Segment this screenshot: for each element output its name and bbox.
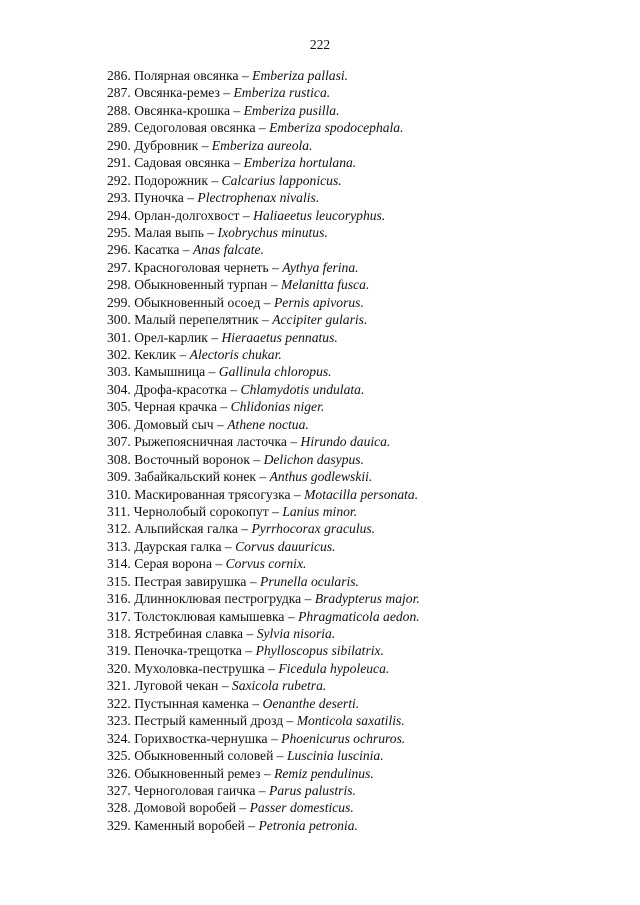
species-list — [107, 67, 617, 834]
latin-name: Emberiza hortulana. — [243, 155, 357, 171]
dash-separator: – — [264, 660, 279, 676]
russian-name: Малый перепелятник — [134, 312, 259, 328]
list-item — [107, 573, 617, 590]
russian-name: Альпийская галка — [134, 521, 238, 537]
list-item — [107, 817, 617, 834]
latin-name: Calcarius lapponicus. — [221, 172, 342, 188]
latin-name: Emberiza pusilla. — [243, 102, 340, 118]
dash-separator: – — [268, 503, 283, 519]
latin-name: Phragmaticola aedon. — [298, 608, 420, 624]
russian-name: Обыкновенный турпан — [134, 277, 268, 293]
dash-separator: – — [301, 591, 315, 607]
russian-name: Седоголовая овсянка — [134, 120, 256, 136]
list-item — [107, 398, 617, 415]
latin-name: Delichon dasypus. — [263, 451, 364, 467]
list-item — [107, 259, 617, 276]
latin-name: Corvus dauuricus. — [235, 538, 336, 554]
dash-separator: – — [246, 573, 261, 589]
dash-separator: – — [237, 521, 252, 537]
russian-name: Пестрая завирушка — [134, 573, 247, 589]
dash-separator: – — [207, 329, 222, 345]
russian-name: Мухоловка-пеструшка — [134, 660, 265, 676]
russian-name: Домовой воробей — [134, 800, 236, 816]
list-item — [107, 381, 617, 398]
russian-name: Чернолобый сорокопут — [133, 503, 269, 519]
latin-name: Phylloscopus sibilatrix. — [255, 643, 384, 659]
russian-name: Овсянка-ремез — [134, 85, 220, 101]
list-item — [107, 642, 617, 659]
dash-separator: – — [290, 486, 305, 502]
entry-number: 326. — [107, 765, 131, 781]
dash-separator: – — [258, 312, 273, 328]
list-item — [107, 433, 617, 450]
latin-name: Hirundo dauica. — [300, 434, 391, 450]
list-item — [107, 207, 617, 224]
entry-number: 291. — [107, 155, 131, 171]
russian-name: Подорожник — [134, 172, 208, 188]
entry-number: 306. — [107, 416, 131, 432]
russian-name: Серая ворона — [134, 556, 212, 572]
latin-name: Emberiza aureola. — [211, 137, 313, 153]
entry-number: 317. — [107, 608, 131, 624]
dash-separator: – — [205, 364, 219, 380]
entry-number: 315. — [107, 573, 131, 589]
russian-name: Луговой чекан — [134, 678, 219, 694]
list-item — [107, 137, 617, 154]
entry-number: 311. — [107, 503, 131, 519]
dash-separator: – — [286, 434, 301, 450]
entry-number: 310. — [107, 486, 131, 502]
dash-separator: – — [198, 137, 212, 153]
list-item — [107, 84, 617, 101]
list-item — [107, 102, 617, 119]
russian-name: Дрофа-красотка — [134, 381, 227, 397]
dash-separator: – — [260, 765, 275, 781]
list-item — [107, 660, 617, 677]
dash-separator: – — [221, 538, 236, 554]
latin-name: Luscinia luscinia. — [286, 748, 384, 764]
entry-number: 320. — [107, 660, 131, 676]
latin-name: Aythya ferina. — [282, 259, 359, 275]
russian-name: Обыкновенный ремез — [134, 765, 261, 781]
latin-name: Plectrophenax nivalis. — [197, 190, 320, 206]
list-item — [107, 782, 617, 799]
dash-separator: – — [260, 294, 274, 310]
latin-name: Prunella ocularis. — [260, 573, 359, 589]
list-item — [107, 189, 617, 206]
russian-name: Обыкновенный соловей — [134, 748, 274, 764]
entry-number: 325. — [107, 748, 131, 764]
russian-name: Каменный воробей — [134, 817, 245, 833]
entry-number: 295. — [107, 224, 131, 240]
entry-number: 323. — [107, 713, 131, 729]
entry-number: 287. — [107, 85, 131, 101]
russian-name: Домовый сыч — [134, 416, 214, 432]
latin-name: Accipiter gularis. — [272, 312, 368, 328]
entry-number: 309. — [107, 469, 131, 485]
list-item — [107, 747, 617, 764]
russian-name: Обыкновенный осоед — [134, 294, 261, 310]
dash-separator: – — [267, 277, 282, 293]
entry-number: 296. — [107, 242, 131, 258]
latin-name: Petronia petronia. — [258, 817, 358, 833]
latin-name: Saxicola rubetra. — [231, 678, 327, 694]
list-item — [107, 241, 617, 258]
list-item — [107, 451, 617, 468]
russian-name: Красноголовая чернеть — [134, 259, 269, 275]
russian-name: Орел-карлик — [134, 329, 208, 345]
entry-number: 303. — [107, 364, 131, 380]
list-item — [107, 311, 617, 328]
russian-name: Маскированная трясогузка — [134, 486, 291, 502]
entry-number: 324. — [107, 730, 131, 746]
dash-separator: – — [219, 85, 234, 101]
dash-separator: – — [243, 626, 257, 641]
list-item — [107, 608, 617, 625]
russian-name: Садовая овсянка — [134, 155, 231, 171]
latin-name: Melanitta fusca. — [281, 277, 370, 293]
dash-separator: – — [218, 678, 232, 694]
entry-number: 293. — [107, 190, 131, 206]
latin-name: Chlamydotis undulata. — [240, 381, 365, 397]
entry-number: 322. — [107, 695, 131, 711]
list-item — [107, 329, 617, 346]
russian-name: Дубровник — [134, 137, 199, 153]
entry-number: 304. — [107, 381, 131, 397]
entry-number: 318. — [107, 626, 131, 641]
dash-separator: – — [217, 399, 231, 415]
russian-name: Ястребиная славка — [134, 626, 244, 641]
dash-separator: – — [183, 190, 198, 206]
dash-separator: – — [283, 713, 297, 729]
entry-number: 305. — [107, 399, 131, 415]
list-item — [107, 172, 617, 189]
entry-number: 292. — [107, 172, 131, 188]
dash-separator: – — [211, 556, 226, 572]
dash-separator: – — [248, 695, 263, 711]
dash-separator: – — [239, 207, 254, 223]
list-item — [107, 119, 617, 136]
list-item — [107, 520, 617, 537]
dash-separator: – — [207, 172, 222, 188]
latin-name: Athene noctua. — [227, 416, 309, 432]
list-item — [107, 294, 617, 311]
dash-separator: – — [256, 469, 270, 485]
dash-separator: – — [268, 259, 283, 275]
entry-number: 316. — [107, 591, 131, 607]
entry-number: 290. — [107, 137, 131, 153]
russian-name: Пестрый каменный дрозд — [134, 713, 284, 729]
dash-separator: – — [235, 800, 250, 816]
entry-number: 288. — [107, 102, 131, 118]
russian-name: Восточный воронок — [134, 451, 250, 467]
list-item — [107, 677, 617, 694]
entry-number: 327. — [107, 782, 131, 798]
latin-name: Parus palustris. — [269, 782, 356, 798]
latin-name: Motacilla personata. — [304, 486, 419, 502]
list-item — [107, 625, 617, 642]
russian-name: Горихвостка-чернушка — [134, 730, 268, 746]
list-item — [107, 276, 617, 293]
russian-name: Черная крачка — [134, 399, 217, 415]
dash-separator: – — [273, 748, 287, 764]
latin-name: Pyrrhocorax graculus. — [251, 521, 376, 537]
russian-name: Толстоклювая камышевка — [134, 608, 285, 624]
dash-separator: – — [244, 817, 259, 833]
russian-name: Овсянка-крошка — [134, 102, 230, 118]
latin-name: Bradypterus major. — [314, 591, 420, 607]
dash-separator: – — [238, 68, 253, 83]
russian-name: Даурская галка — [134, 538, 222, 554]
list-item — [107, 486, 617, 503]
latin-name: Anthus godlewskii. — [269, 469, 373, 485]
latin-name: Remiz pendulinus. — [274, 765, 374, 781]
page-number: 222 — [309, 37, 331, 52]
latin-name: Phoenicurus ochruros. — [281, 730, 406, 746]
latin-name: Lanius minor. — [282, 503, 358, 519]
list-item — [107, 468, 617, 485]
latin-name: Corvus cornix. — [225, 556, 307, 572]
list-item — [107, 503, 617, 520]
latin-name: Ficedula hypoleuca. — [278, 660, 390, 676]
entry-number: 329. — [107, 817, 131, 833]
entry-number: 314. — [107, 556, 131, 572]
latin-name: Ixobrychus minutus. — [217, 224, 328, 240]
dash-separator: – — [176, 347, 190, 362]
latin-name: Emberiza rustica. — [233, 85, 331, 101]
list-item — [107, 765, 617, 782]
entry-number: 321. — [107, 678, 131, 694]
list-item — [107, 799, 617, 816]
russian-name: Черноголовая гаичка — [134, 782, 256, 798]
list-item — [107, 363, 617, 380]
dash-separator: – — [255, 782, 270, 798]
dash-separator: – — [213, 416, 228, 432]
latin-name: Emberiza spodocephala. — [269, 120, 404, 136]
dash-separator: – — [241, 643, 256, 659]
russian-name: Пеночка-трещотка — [134, 643, 242, 659]
entry-number: 286. — [107, 68, 131, 83]
entry-number: 301. — [107, 329, 131, 345]
dash-separator: – — [179, 242, 193, 258]
dash-separator: – — [226, 381, 241, 397]
entry-number: 294. — [107, 207, 131, 223]
entry-number: 302. — [107, 347, 131, 362]
entry-number: 300. — [107, 312, 131, 328]
entry-number: 299. — [107, 294, 131, 310]
latin-name: Alectoris chukar. — [189, 347, 282, 362]
russian-name: Длинноклювая пестрогрудка — [134, 591, 302, 607]
dash-separator: – — [267, 730, 282, 746]
list-item — [107, 555, 617, 572]
latin-name: Passer domesticus. — [249, 800, 354, 816]
russian-name: Малая выпь — [134, 224, 204, 240]
dash-separator: – — [284, 608, 299, 624]
russian-name: Пустынная каменка — [134, 695, 249, 711]
russian-name: Пуночка — [134, 190, 184, 206]
russian-name: Полярная овсянка — [134, 68, 239, 83]
russian-name: Орлан-долгохвост — [134, 207, 240, 223]
dash-separator: – — [229, 102, 244, 118]
list-item — [107, 416, 617, 433]
entry-number: 312. — [107, 521, 131, 537]
list-item — [107, 730, 617, 747]
list-item — [107, 712, 617, 729]
latin-name: Sylvia nisoria. — [256, 626, 336, 641]
dash-separator: – — [203, 224, 218, 240]
dash-separator: – — [255, 120, 270, 136]
dash-separator: – — [249, 451, 264, 467]
list-item — [107, 538, 617, 555]
entry-number: 289. — [107, 120, 131, 136]
latin-name: Chlidonias niger. — [230, 399, 325, 415]
list-item — [107, 224, 617, 241]
latin-name: Oenanthe deserti. — [262, 695, 360, 711]
entry-number: 319. — [107, 643, 131, 659]
latin-name: Gallinula chloropus. — [218, 364, 332, 380]
latin-name: Hieraaetus pennatus. — [221, 329, 338, 345]
latin-name: Pernis apivorus. — [273, 294, 364, 310]
latin-name: Haliaeetus leucoryphus. — [253, 207, 386, 223]
entry-number: 313. — [107, 538, 131, 554]
dash-separator: – — [230, 155, 244, 171]
entry-number: 297. — [107, 259, 131, 275]
list-item — [107, 695, 617, 712]
russian-name: Забайкальский конек — [134, 469, 257, 485]
latin-name: Emberiza pallasi. — [252, 68, 349, 83]
russian-name: Касатка — [134, 242, 180, 258]
latin-name: Monticola saxatilis. — [296, 713, 405, 729]
entry-number: 308. — [107, 451, 131, 467]
list-item — [107, 590, 617, 607]
russian-name: Рыжепоясничная ласточка — [134, 434, 287, 450]
list-item — [107, 154, 617, 171]
list-item — [107, 346, 617, 363]
latin-name: Anas falcate. — [192, 242, 264, 258]
entry-number: 328. — [107, 800, 131, 816]
entry-number: 298. — [107, 277, 131, 293]
entry-number: 307. — [107, 434, 131, 450]
list-item — [107, 67, 617, 84]
russian-name: Камышница — [134, 364, 206, 380]
russian-name: Кеклик — [134, 347, 177, 362]
